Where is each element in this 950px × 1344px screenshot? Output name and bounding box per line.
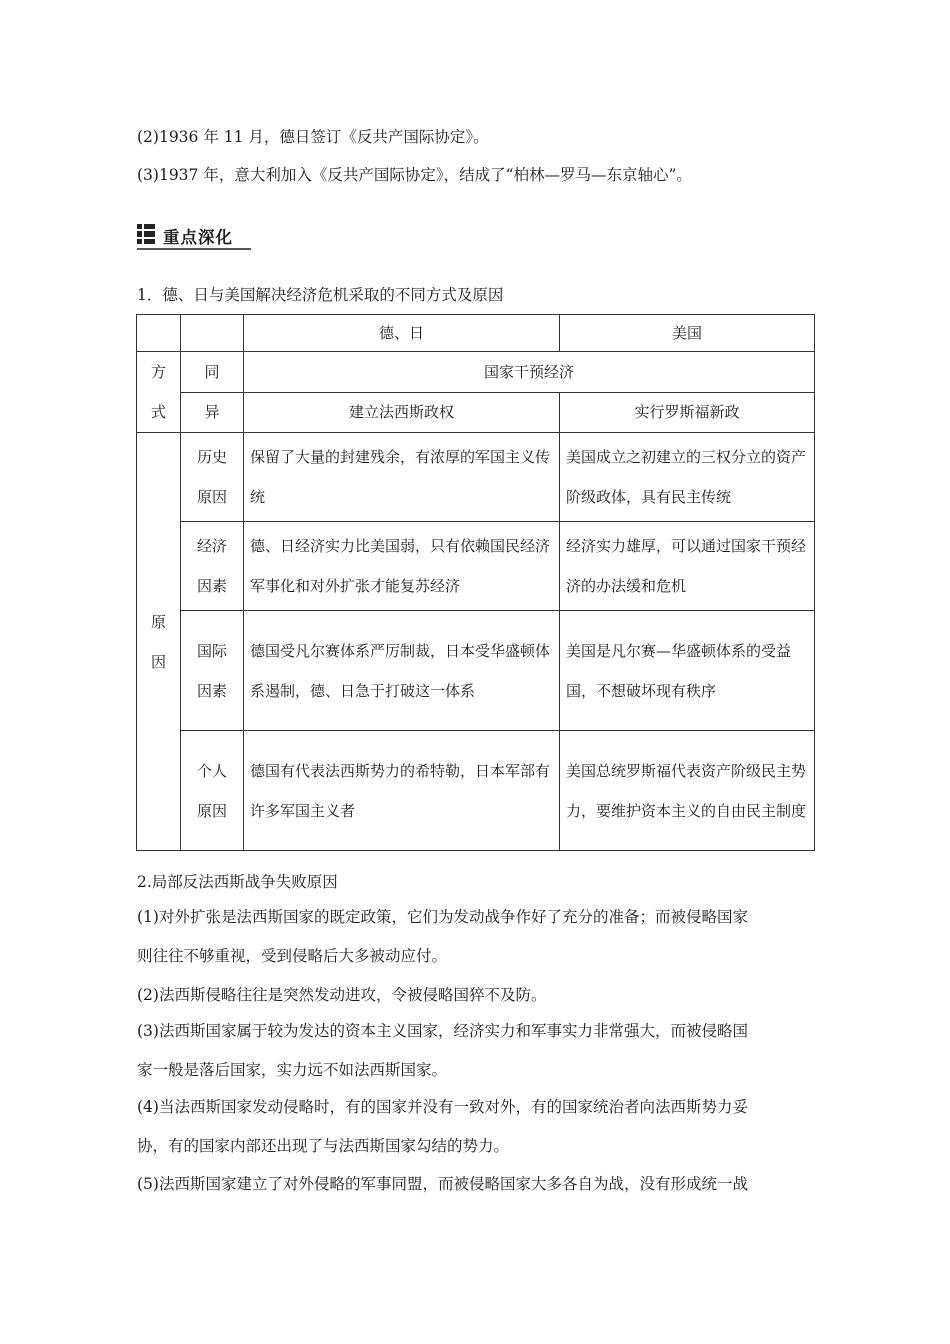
header-us: 美国: [560, 315, 815, 352]
paragraph-line: (1)对外扩张是法西斯国家的既定政策，它们为发动战争作好了充分的准备；而被侵略国家: [137, 908, 748, 926]
paragraph-line: (5)法西斯国家建立了对外侵略的军事同盟，而被侵略国家大多各自为战，没有形成统一战: [137, 1175, 748, 1193]
intro-line-3: (3)1937 年，意大利加入《反共产国际协定》，结成了“柏林—罗马—东京轴心”。: [137, 166, 692, 184]
reason-label-cell: [181, 731, 244, 851]
table-row: [137, 433, 815, 522]
yi-label: 异: [181, 392, 244, 433]
topic2-heading: 2.局部反法西斯战争失败原因: [137, 873, 338, 891]
table-row: [137, 611, 815, 731]
table-row: [137, 352, 815, 393]
reason-us: 经济实力雄厚，可以通过国家干预经济的办法缓和危机: [560, 522, 815, 611]
reason-label-cell: [181, 433, 244, 522]
yuanyin-cell: [137, 433, 181, 851]
section-title: 重点深化: [163, 228, 233, 247]
yuanyin-label: 原因: [150, 612, 166, 671]
table-row: [137, 392, 815, 433]
paragraph-line: (2)法西斯侵略往往是突然发动进攻，令被侵略国猝不及防。: [137, 986, 547, 1004]
reason-de-ri: 保留了大量的封建残余，有浓厚的军国主义传统: [244, 433, 560, 522]
reason-de-ri: 德国受凡尔赛体系严厉制裁，日本受华盛顿体系遏制，德、日急于打破这一体系: [244, 611, 560, 731]
paragraph-line: (3)法西斯国家属于较为发达的资本主义国家，经济实力和军事实力非常强大，而被侵略国: [137, 1022, 748, 1040]
reason-us: 美国成立之初建立的三权分立的资产阶级政体，具有民主传统: [560, 433, 815, 522]
section-marker-icon: [137, 224, 155, 244]
reason-de-ri: 德、日经济实力比美国弱，只有依赖国民经济军事化和对外扩张才能复苏经济: [244, 522, 560, 611]
reason-label-cell: [181, 522, 244, 611]
table-row: [137, 731, 815, 851]
header-de-ri: 德、日: [244, 315, 560, 352]
intro-line-2: (2)1936 年 11 月，德日签订《反共产国际协定》。: [137, 128, 489, 146]
table-row: [137, 522, 815, 611]
section-underline: [137, 248, 251, 250]
reason-label: 个人原因: [196, 761, 227, 820]
topic1-heading: 1．德、日与美国解决经济危机采取的不同方式及原因: [137, 286, 504, 304]
paragraph-line: 则往往不够重视，受到侵略后大多被动应付。: [137, 947, 448, 965]
reason-label: 经济因素: [196, 537, 227, 595]
reason-label-cell: [181, 611, 244, 731]
reason-us: 美国总统罗斯福代表资产阶级民主势力，要维护资本主义的自由民主制度: [560, 731, 815, 851]
tong-value: 国家干预经济: [244, 352, 815, 393]
section-header: [137, 224, 251, 248]
reason-label: 历史原因: [196, 448, 227, 506]
tong-label: 同: [181, 352, 244, 393]
yi-us: 实行罗斯福新政: [560, 392, 815, 433]
yi-de-ri: 建立法西斯政权: [244, 392, 560, 433]
paragraph-line: 家一般是落后国家，实力远不如法西斯国家。: [137, 1061, 448, 1079]
comparison-table: [136, 314, 815, 851]
reason-de-ri: 德国有代表法西斯势力的希特勒，日本军部有许多军国主义者: [244, 731, 560, 851]
header-empty-cell: [137, 315, 181, 352]
fangshi-cell: [137, 352, 181, 433]
paragraph-line: 协，有的国家内部还出现了与法西斯国家勾结的势力。: [137, 1137, 510, 1155]
header-empty-cell: [181, 315, 244, 352]
fangshi-label: 方式: [150, 363, 166, 421]
paragraph-line: (4)当法西斯国家发动侵略时，有的国家并没有一致对外，有的国家统治者向法西斯势力妥: [137, 1098, 748, 1116]
reason-label: 国际因素: [196, 641, 227, 700]
table-header-row: [137, 315, 815, 352]
reason-us: 美国是凡尔赛—华盛顿体系的受益国，不想破坏现有秩序: [560, 611, 815, 731]
